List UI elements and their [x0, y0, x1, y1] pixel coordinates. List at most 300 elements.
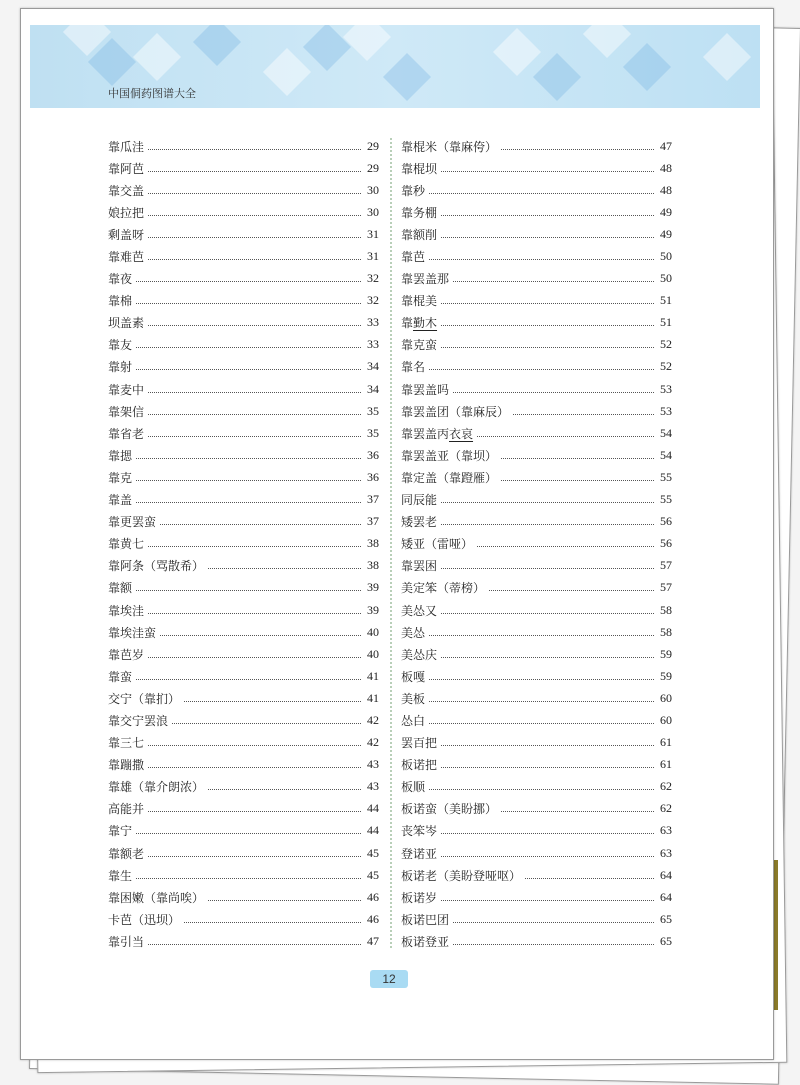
index-entry — [108, 709, 379, 731]
entry-name-text: 靠蛮 — [108, 669, 133, 684]
entry-name — [108, 314, 144, 331]
entry-name-text: 美怂 — [401, 625, 426, 640]
index-entry — [401, 268, 672, 290]
entry-page: 48 — [660, 160, 672, 175]
index-entry — [401, 223, 672, 245]
entry-page: 45 — [367, 845, 379, 860]
dot-leader — [441, 524, 654, 525]
entry-page: 38 — [367, 558, 379, 573]
entry-name — [401, 491, 437, 508]
entry-name-text: 卡芭（迅坝） — [108, 912, 181, 927]
dot-leader — [501, 480, 654, 481]
entry-page: 51 — [660, 315, 672, 330]
dot-leader — [208, 900, 361, 901]
dot-leader — [148, 325, 361, 326]
entry-name — [401, 712, 425, 729]
index-entry — [401, 886, 672, 908]
dot-leader — [148, 215, 361, 216]
index-entry — [401, 356, 672, 378]
entry-name — [401, 182, 425, 199]
dot-leader — [148, 149, 361, 150]
entry-page: 64 — [660, 889, 672, 904]
entry-name-text: 靠克 — [108, 470, 133, 485]
entry-page: 39 — [367, 580, 379, 595]
entry-name-text: 靠秒 — [401, 183, 426, 198]
entry-page: 37 — [367, 492, 379, 507]
index-entry — [108, 599, 379, 621]
entry-name-text: 靠雄（靠介朗浓） — [108, 780, 205, 795]
dot-leader — [208, 789, 361, 790]
dot-leader — [453, 944, 654, 945]
index-entry — [401, 201, 672, 223]
entry-name — [108, 513, 156, 530]
entry-name — [401, 381, 449, 398]
entry-name — [401, 867, 521, 884]
entry-name — [401, 425, 473, 442]
dot-leader — [441, 745, 654, 746]
entry-page: 45 — [367, 867, 379, 882]
entry-name — [401, 933, 449, 950]
entry-name-text: 板诺蛮（美盼挪） — [401, 802, 498, 817]
entry-page: 40 — [367, 646, 379, 661]
entry-name — [401, 734, 437, 751]
entry-name-text: 靠罢盖团（靠麻辰） — [401, 404, 510, 419]
entry-page: 42 — [367, 735, 379, 750]
entry-name — [108, 535, 144, 552]
entry-name-text: 靠额削 — [401, 227, 438, 242]
entry-page: 38 — [367, 536, 379, 551]
entry-page: 46 — [367, 889, 379, 904]
entry-page: 39 — [367, 602, 379, 617]
index-entry — [401, 444, 672, 466]
dot-leader — [441, 325, 654, 326]
index-entry — [401, 643, 672, 665]
entry-name — [108, 889, 204, 906]
entry-name-text: 靠困嫩（靠尚唉） — [108, 890, 205, 905]
entry-page: 57 — [660, 558, 672, 573]
entry-name — [401, 557, 437, 574]
dot-leader — [429, 635, 654, 636]
entry-page: 60 — [660, 690, 672, 705]
entry-name-text: 靠棉 — [108, 294, 133, 309]
index-entry — [401, 400, 672, 422]
dot-leader — [441, 347, 654, 348]
entry-name — [401, 138, 497, 155]
index-entry — [108, 489, 379, 511]
book-title: 中国侗药图谱大全 — [108, 87, 196, 100]
entry-name — [108, 712, 168, 729]
entry-page: 54 — [660, 425, 672, 440]
entry-name — [401, 822, 437, 839]
index-entry — [108, 908, 379, 930]
dot-leader — [489, 590, 654, 591]
dot-leader — [429, 701, 654, 702]
entry-name — [108, 867, 132, 884]
entry-name — [108, 845, 144, 862]
index-entry — [108, 268, 379, 290]
entry-page: 35 — [367, 403, 379, 418]
entry-name — [108, 292, 132, 309]
index-entry — [401, 930, 672, 952]
dot-leader — [136, 878, 361, 879]
entry-name-text: 靠芭 — [401, 250, 426, 265]
column-divider — [390, 138, 392, 948]
entry-page: 33 — [367, 315, 379, 330]
dot-leader — [441, 767, 654, 768]
dot-leader — [441, 303, 654, 304]
entry-page: 63 — [660, 845, 672, 860]
entry-name-text: 靠额老 — [108, 846, 145, 861]
entry-page: 42 — [367, 712, 379, 727]
index-entry — [401, 621, 672, 643]
entry-name — [401, 602, 437, 619]
dot-leader — [136, 833, 361, 834]
entry-page: 59 — [660, 668, 672, 683]
entry-name-text: 罢百把 — [401, 736, 438, 751]
entry-name-text: 靠额 — [108, 581, 133, 596]
index-entry — [401, 312, 672, 334]
index-entry — [401, 245, 672, 267]
index-entry — [401, 533, 672, 555]
entry-page: 48 — [660, 182, 672, 197]
entry-name-text: 靠难芭 — [108, 250, 145, 265]
entry-name — [108, 248, 144, 265]
dot-leader — [184, 701, 361, 702]
entry-name — [108, 447, 132, 464]
entry-page: 61 — [660, 735, 672, 750]
entry-name — [108, 822, 132, 839]
index-entry — [401, 466, 672, 488]
dot-leader — [429, 193, 654, 194]
index-entry — [401, 709, 672, 731]
index-entry — [401, 665, 672, 687]
dot-leader — [136, 303, 361, 304]
entry-page: 31 — [367, 249, 379, 264]
dot-leader — [429, 789, 654, 790]
entry-name-text: 靠罢盖丙 — [401, 426, 450, 441]
entry-page: 50 — [660, 271, 672, 286]
entry-name — [108, 624, 156, 641]
entry-name-text: 靠罢盖亚（靠坝） — [401, 448, 498, 463]
dot-leader — [148, 745, 361, 746]
dot-leader — [429, 369, 654, 370]
entry-page: 58 — [660, 624, 672, 639]
entry-page: 35 — [367, 425, 379, 440]
entry-name — [401, 469, 497, 486]
entry-name-underlined: 衣哀 — [449, 426, 474, 441]
entry-page: 47 — [660, 138, 672, 153]
index-entry — [401, 157, 672, 179]
entry-name — [108, 138, 144, 155]
dot-leader — [513, 414, 654, 415]
entry-page: 36 — [367, 447, 379, 462]
entry-page: 64 — [660, 867, 672, 882]
index-entry — [108, 400, 379, 422]
entry-name — [108, 358, 132, 375]
index-entry — [108, 356, 379, 378]
dot-leader — [441, 900, 654, 901]
index-entry — [108, 179, 379, 201]
entry-page: 65 — [660, 933, 672, 948]
index-entry — [401, 489, 672, 511]
index-entry — [401, 798, 672, 820]
entry-page: 51 — [660, 293, 672, 308]
dot-leader — [525, 878, 654, 879]
entry-name — [401, 579, 485, 596]
dot-leader — [441, 171, 654, 172]
entry-name-text: 靠棍米（靠麻侉） — [401, 139, 498, 154]
page-number-badge: 12 — [370, 970, 408, 988]
entry-page: 44 — [367, 801, 379, 816]
entry-name-text: 板诺巴团 — [401, 912, 450, 927]
entry-page: 56 — [660, 514, 672, 529]
entry-name-text: 同辰能 — [401, 493, 438, 508]
entry-name-text: 靠麦中 — [108, 382, 145, 397]
dot-leader — [501, 458, 654, 459]
index-left-column — [108, 135, 379, 952]
dot-leader — [441, 657, 654, 658]
entry-name — [108, 579, 132, 596]
entry-page: 29 — [367, 138, 379, 153]
entry-page: 60 — [660, 712, 672, 727]
entry-page: 55 — [660, 469, 672, 484]
index-entry — [108, 378, 379, 400]
entry-page: 49 — [660, 226, 672, 241]
entry-name-text: 靠定盖（靠蹬雁） — [401, 470, 498, 485]
index-entry — [401, 179, 672, 201]
dot-leader — [148, 944, 361, 945]
entry-page: 52 — [660, 359, 672, 374]
entry-name-text: 靠更罢蛮 — [108, 515, 157, 530]
index-entry — [108, 135, 379, 157]
index-entry — [401, 599, 672, 621]
dot-leader — [184, 922, 361, 923]
entry-name — [108, 182, 144, 199]
entry-name-underlined: 勤木 — [413, 316, 438, 331]
entry-page: 50 — [660, 249, 672, 264]
dot-leader — [148, 193, 361, 194]
entry-name — [401, 358, 425, 375]
index-entry — [108, 334, 379, 356]
entry-name — [108, 646, 144, 663]
index-entry — [108, 223, 379, 245]
entry-name-text: 靠瓜洼 — [108, 139, 145, 154]
dot-leader — [453, 922, 654, 923]
index-entry — [108, 776, 379, 798]
dot-leader — [441, 237, 654, 238]
entry-name-text: 靠引当 — [108, 934, 145, 949]
entry-name-text: 矮罢老 — [401, 515, 438, 530]
index-entry — [108, 577, 379, 599]
index-entry — [108, 201, 379, 223]
entry-name-text: 板顺 — [401, 780, 426, 795]
header-banner — [30, 25, 760, 108]
dot-leader — [501, 149, 654, 150]
entry-name-text: 靠棍坝 — [401, 161, 438, 176]
dot-leader — [441, 833, 654, 834]
entry-name-text: 美怂又 — [401, 603, 438, 618]
index-entry — [108, 312, 379, 334]
dot-leader — [136, 458, 361, 459]
index-entry — [401, 555, 672, 577]
entry-page: 62 — [660, 801, 672, 816]
entry-name-text: 交宁（靠扪） — [108, 691, 181, 706]
entry-name-text: 靠揌 — [108, 448, 133, 463]
index-entry — [401, 908, 672, 930]
entry-page: 52 — [660, 337, 672, 352]
entry-name-text: 矮亚（雷哑） — [401, 537, 474, 552]
dot-leader — [136, 347, 361, 348]
entry-page: 44 — [367, 823, 379, 838]
entry-page: 40 — [367, 624, 379, 639]
entry-name — [401, 646, 437, 663]
entry-name — [401, 845, 437, 862]
entry-name-text: 靠务棚 — [401, 205, 438, 220]
entry-name — [401, 756, 437, 773]
dot-leader — [453, 392, 654, 393]
index-entry — [108, 422, 379, 444]
entry-page: 41 — [367, 690, 379, 705]
index-entry — [108, 687, 379, 709]
dot-leader — [441, 215, 654, 216]
entry-name-text: 板诺登亚 — [401, 934, 450, 949]
entry-page: 63 — [660, 823, 672, 838]
entry-name — [401, 160, 437, 177]
entry-name-text: 板嘎 — [401, 669, 426, 684]
index-entry — [401, 687, 672, 709]
entry-name — [401, 889, 437, 906]
index-entry — [401, 422, 672, 444]
index-entry — [108, 466, 379, 488]
entry-name — [401, 292, 437, 309]
index-entry — [108, 886, 379, 908]
index-entry — [108, 842, 379, 864]
entry-name — [401, 403, 509, 420]
entry-page: 30 — [367, 182, 379, 197]
dot-leader — [136, 369, 361, 370]
entry-page: 31 — [367, 226, 379, 241]
dot-leader — [477, 436, 654, 437]
dot-leader — [441, 856, 654, 857]
dot-leader — [148, 856, 361, 857]
entry-name-text: 靠罢盖那 — [401, 272, 450, 287]
entry-name-text: 靠友 — [108, 338, 133, 353]
index-entry — [401, 378, 672, 400]
entry-name — [401, 447, 497, 464]
entry-name-text: 靠芭岁 — [108, 647, 145, 662]
entry-name-text: 靠三七 — [108, 736, 145, 751]
entry-name — [401, 690, 425, 707]
index-entry — [108, 621, 379, 643]
entry-name-text: 靠宁 — [108, 824, 133, 839]
entry-name-text: 坝盖素 — [108, 316, 145, 331]
dot-leader — [148, 392, 361, 393]
entry-page: 32 — [367, 293, 379, 308]
entry-page: 43 — [367, 757, 379, 772]
index-entry — [108, 665, 379, 687]
entry-page: 34 — [367, 359, 379, 374]
index-entry — [108, 290, 379, 312]
entry-name — [108, 204, 144, 221]
entry-name-text: 靠阿芭 — [108, 161, 145, 176]
entry-page: 58 — [660, 602, 672, 617]
index-entry — [401, 842, 672, 864]
dot-leader — [429, 259, 654, 260]
entry-name — [108, 226, 144, 243]
index-entry — [401, 732, 672, 754]
entry-page: 57 — [660, 580, 672, 595]
entry-name-text: 靠 — [401, 316, 414, 331]
index-entry — [401, 290, 672, 312]
entry-page: 65 — [660, 911, 672, 926]
entry-name — [401, 513, 437, 530]
entry-page: 46 — [367, 911, 379, 926]
entry-name-text: 板诺老（美盼登哑呕） — [401, 868, 522, 883]
index-entry — [108, 864, 379, 886]
entry-name-text: 板诺岁 — [401, 890, 438, 905]
entry-name-text: 靠省老 — [108, 426, 145, 441]
entry-name — [401, 800, 497, 817]
dot-leader — [160, 524, 361, 525]
dot-leader — [148, 414, 361, 415]
dot-leader — [136, 480, 361, 481]
index-entry — [108, 157, 379, 179]
entry-name-text: 怂白 — [401, 713, 426, 728]
entry-name — [401, 270, 449, 287]
index-entry — [401, 776, 672, 798]
entry-name-text: 高能并 — [108, 802, 145, 817]
dot-leader — [172, 723, 361, 724]
entry-name-text: 靠埃洼 — [108, 603, 145, 618]
entry-name-text: 靠名 — [401, 360, 426, 375]
index-entry — [108, 511, 379, 533]
entry-name — [108, 425, 144, 442]
entry-name-text: 丧笨岑 — [401, 824, 438, 839]
entry-page: 30 — [367, 204, 379, 219]
entry-page: 47 — [367, 933, 379, 948]
entry-name — [401, 668, 425, 685]
entry-name-text: 靠射 — [108, 360, 133, 375]
entry-name — [401, 624, 425, 641]
index-entry — [401, 864, 672, 886]
entry-name-text: 靠蹦撒 — [108, 758, 145, 773]
index-entry — [401, 135, 672, 157]
entry-name-text: 靠罢盖吗 — [401, 382, 450, 397]
index-entry — [108, 820, 379, 842]
entry-page: 33 — [367, 337, 379, 352]
index-entry — [108, 930, 379, 952]
entry-name — [401, 535, 473, 552]
index-entry — [108, 245, 379, 267]
entry-name — [401, 248, 425, 265]
dot-leader — [160, 635, 361, 636]
entry-name-text: 靠交盖 — [108, 183, 145, 198]
entry-name-text: 靠罢困 — [401, 559, 438, 574]
entry-name — [108, 911, 180, 928]
entry-name — [108, 491, 132, 508]
entry-name-text: 娘拉把 — [108, 205, 145, 220]
entry-name-text: 靠棍美 — [401, 294, 438, 309]
entry-name-text: 靠阿条（骂散希） — [108, 559, 205, 574]
entry-page: 53 — [660, 403, 672, 418]
entry-name-text: 登诺亚 — [401, 846, 438, 861]
dot-leader — [208, 568, 361, 569]
entry-name-text: 靠夜 — [108, 272, 133, 287]
dot-leader — [136, 679, 361, 680]
entry-name — [108, 602, 144, 619]
index-entry — [108, 643, 379, 665]
entry-page: 62 — [660, 779, 672, 794]
